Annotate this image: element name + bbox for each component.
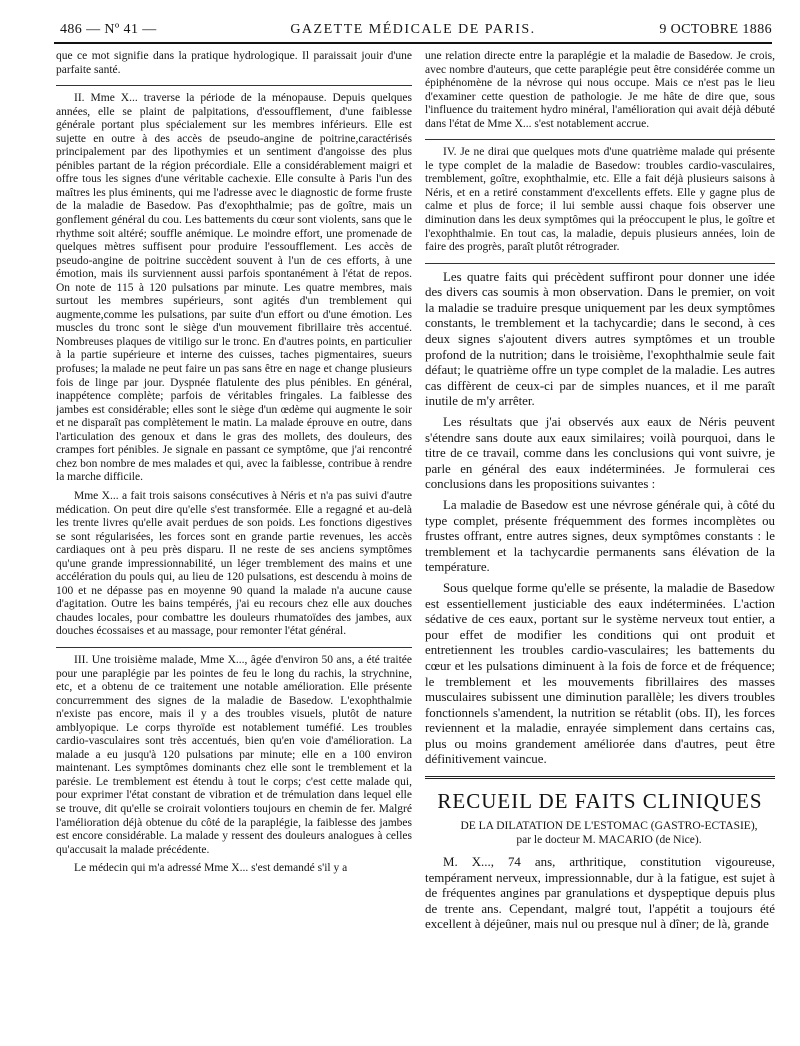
paragraph: IV. Je ne dirai que quelques mots d'une quatrième malade qui présente le type complet de la maladie de Basedow: troubles cardio-vasculaires, tremblement, goître, exophthalmie, etc. Elle a fait déjà plusieurs saisons à Néris, et en a retiré constamment d'excellents effets. Elle y gagne plus de calme et plus de force; il lui semble aussi chaque fois observer une diminution dans les deux symptômes qui la préoccupent le plus, le goître et l'exophthalmie. En tout cas, la maladie, depuis plusieurs années, loin de faire des progrès, paraît plutôt rétrograder. [425,146,775,254]
article-author: par le docteur M. MACARIO (de Nice). [516,834,702,847]
conclusions-block [425,270,775,768]
right-column [425,50,775,1040]
paragraph: Sous quelque forme qu'elle se présente, la maladie de Basedow est essentiellement justiciable des eaux indéterminées. L'action sédative de ces eaux, portant sur le système nerveux tout entier, a pour effet de modifier les conditions qui ont produit et entretiennent les troubles cardio-vasculaires; les battements du cœur et les pulsations diminuent à la fois de force et de fréquence; le tremblement et les mouvements fibrillaires des masses musculaires subissent une diminution parallèle; les divers troubles fonctionnels s'amendent, la nutrition se rétablit (obs. II), les forces reviennent et la maladie, enrayée simplement dans certains cas, plus ou moins grandement améliorée dans d'autres, peut être définitivement vaincue. [425,580,775,767]
page-number: 486 — Nº 41 — [60,22,157,37]
divider [425,139,775,140]
left-column [56,50,412,1040]
page-header [54,16,772,44]
journal-title: GAZETTE MÉDICALE DE PARIS. [290,22,536,37]
paragraph: Mme X... a fait trois saisons consécutives à Néris et n'a pas suivi d'autre médication. On peut dire qu'elle s'est transformée. Elle a regagné et au-delà les trente livres qu'elle avait perdues de son poids. Les fonctions digestives se sont régularisées, les forces sont en grande partie revenues, les accès cardiaques ont à peu près disparu. Il ne reste de ses anciens symptômes qu'une grande impressionnabilité, un léger tremblement des mains et une accélération du pouls qui, au lieu de 120 pulsations, est descendu à moins de 100 et ne dépasse pas en moyenne 90 quand la malade n'a aucune cause d'agitation. Outre les bains tempérés, j'ai eu recours chez elle aux douches chaudes locales, pour combattre les douleurs rhumatoïdes des jambes, aux douches écossaises et au massage, pour remonter l'état général. [56,489,412,638]
divider [425,263,775,264]
paragraph: Les quatre faits qui précèdent suffiront pour donner une idée des divers cas soumis à mon observation. Dans le premier, on voit la maladie se traduire presque uniquement par les deux symptômes constants, le tremblement et la tachycardie; dans le second, à ces deux signes s'ajoutent divers autres symptômes et un trouble profond de la nutrition; dans le troisième, l'exophthalmie seule fait défaut; le quatrième offre un type complet de la maladie. Les autres cas diffèrent de ceux-ci par de simples nuances, et il me paraît inutile de m'y arrêter. [425,269,775,409]
section-rule [425,776,775,779]
paragraph: que ce mot signifie dans la pratique hydrologique. Il paraissait jouir d'une parfaite santé. [56,50,412,76]
divider [56,647,412,648]
paragraph: II. Mme X... traverse la période de la ménopause. Depuis quelques années, elle se plaint de palpitations, d'essoufflement, d'une faiblesse générale portant plus spécialement sur les membres inférieurs. Elle est sujette en outre à des accès de pseudo-angine de poitrine,caractérisés principalement par des lipothymies et un sentiment d'angoisse des plus pénibles partant de la région précordiale. Elle a considérablement maigri et offre tous les signes d'une véritable cachexie. Elle consulte à Paris l'un des maîtres les plus éminents, qui me l'adresse avec le diagnostic de forme fruste de la maladie de Basedow. Pas d'exophthalmie; pas de goître, mais un gonflement général du cou. Les battements du cœur sont violents, sans que le rhythme soit altéré; souffle anémique. Le moindre effort, une promenade de quelques mètres suffisent pour produire l'essoufflement. Les accès de pseudo-angine de poitrine succèdent souvent à l'un de ces efforts, à une émotion, mais ils surviennent aussi parfois spontanément à l'état de repos. On note de 115 à 120 pulsations par minute. Les quatre membres, mais surtout les membres supérieurs, sont agités d'un tremblement qui augmente,comme les pulsations, par suite d'un effort ou d'une émotion. Les muscles du tronc sont le siège d'un mouvement fibrillaire très accentué. Nombreuses plaques de vitiligo sur le tronc. En d'autres points, en particulier à la partie supérieure et interne des cuisses, taches pigmentaires, sueurs profuses; la malade ne peut faire un pas sans être en nage et change plusieurs fois de linge par jour. Dyspnée flatulente des plus pénibles. En général, inappétence complète; parfois de véritables fringales. La faiblesse des jambes est considérable; elles sont le siège d'un œdème qui augmente le soir et ne disparaît pas complètement le matin. La malade éprouve en outre, dans l'articulation des genoux et dans le gras des mollets, des douleurs, des crampes fort pénibles. Je signale en passant ce symptôme, que j'ai rencontré chez bon nombre de mes malades et qui, avec la faiblesse, contribue à rendre la marche difficile. [56,92,412,484]
issue-date: 9 OCTOBRE 1886 [659,22,772,37]
paragraph: une relation directe entre la paraplégie et la maladie de Basedow. Je crois, avec nombre d'auteurs, que cette paraplégie peut être considérée comme un épiphénomène de la névrose qui nous occupe. Mais ce n'est pas le lieu d'examiner cette question de pathologie. Je me hâte de dire que, sous l'influence du traitement hydro minéral, l'amélioration qui avait déjà débuté dans l'état de Mme X... s'est notablement accrue. [425,50,775,130]
article-body [425,855,775,933]
section-title: RECUEIL DE FAITS CLINIQUES [437,789,763,814]
paragraph: III. Une troisième malade, Mme X..., âgée d'environ 50 ans, a été traitée pour une paraplégie par les pointes de feu le long du rachis, la strychnine, etc, et a obtenu de ce traitement une notable amélioration. Elle présente concurremment des signes de la maladie de Basedow. L'exophthalmie n'existe pas encore, mais il y a des troubles visuels, plutôt de nature amblyopique. Le corps thyroïde est notablement tuméfié. Les troubles cardio-vasculaires sont très accentués, bien qu'en voie d'amélioration. La malade a eu jusqu'à 120 pulsations par minute; elle en a 100 environ maintenant. Les symptômes dominants chez elle sont le tremblement et la parésie. Le tremblement est étendu à tout le corps; c'est cette malade qui, pour exprimer l'état constant de vibration et de trémulation dans lequel elle se trouve, dit qu'elle se croirait volontiers toujours en chemin de fer. Malgré l'amélioration déjà obtenue du côté de la paraplégie, la faiblesse des jambes est encore considérable. La malade y ressent des douleurs analogues à celles qu'accusait la malade précédente. [56,653,412,856]
article-title: DE LA DILATATION DE L'ESTOMAC (GASTRO-ECTASIE), [460,820,758,833]
paragraph: Le médecin qui m'a adressé Mme X... s'est demandé s'il y a [74,862,348,875]
divider [56,85,412,86]
paragraph: M. X..., 74 ans, arthritique, constitution vigoureuse, tempérament nerveux, impressionnable, dur à la fatigue, est sujet à de fréquentes angines par granulations et dyspeptique depuis plus de trente ans. Cependant, malgré tout, l'appétit a toujours été excellent à déjeûner, mais nul ou presque nul à dîner; de là, grande [425,855,775,932]
paragraph: La maladie de Basedow est une névrose générale qui, à côté du type complet, présente fréquemment des formes incomplètes ou frustes offrant, entre autres signes, deux symptômes constants : le tremblement et la tachycardie permanents sans élévation de la température. [425,497,775,575]
paragraph: Les résultats que j'ai observés aux eaux de Néris peuvent s'étendre sans doute aux eaux similaires; voilà pourquoi, dans le titre de ce travail, comme dans les conclusions qui vont suivre, je parle en général des eaux indéterminées. Je formulerai ces conclusions dans les propositions suivantes : [425,415,775,492]
